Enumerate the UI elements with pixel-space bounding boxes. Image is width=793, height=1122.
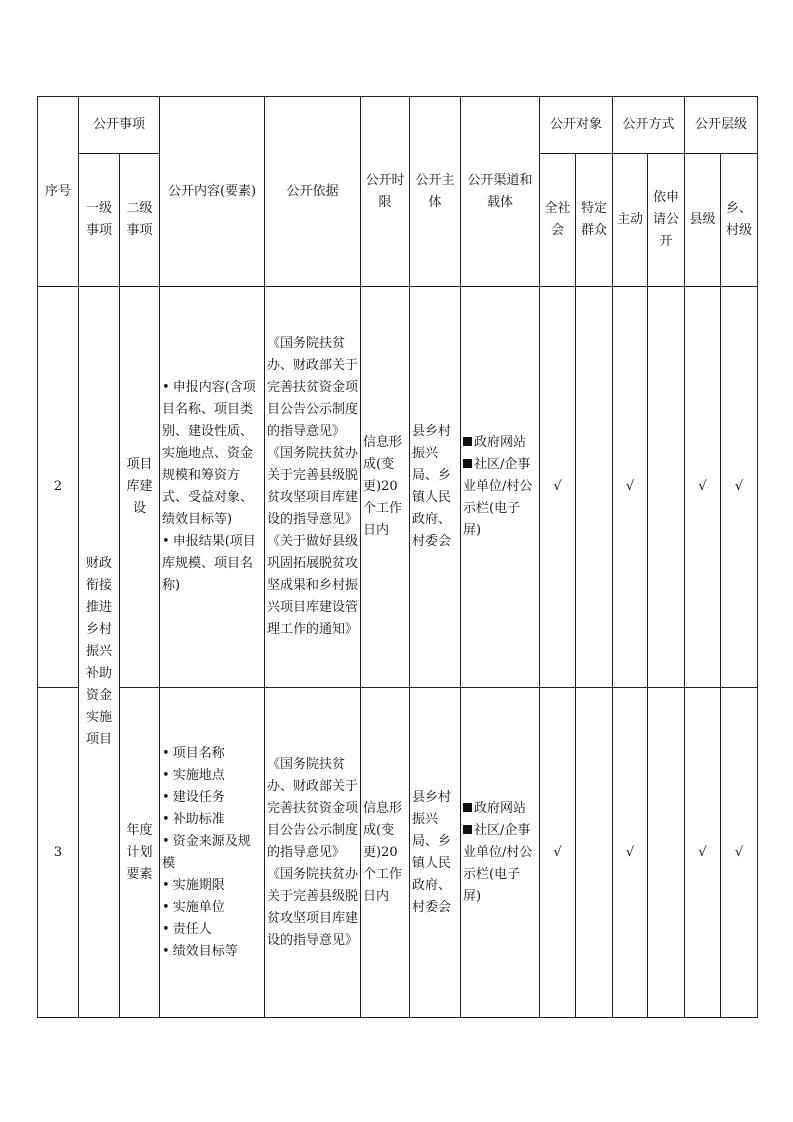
row-subject: 县乡村振兴局、乡镇人民政府、村委会 <box>410 688 461 1018</box>
header-channel: 公开渠道和载体 <box>461 97 540 287</box>
header-m-active: 主动 <box>613 154 648 287</box>
list-item: • 实施单位 <box>162 897 262 919</box>
list-item: • 资金来源及规模 <box>162 831 262 875</box>
square-bullet-icon <box>463 803 472 812</box>
list-item: • 绩效目标等 <box>162 941 262 963</box>
row-time: 信息形成(变更)20个工作日内 <box>361 688 410 1018</box>
header-m-request: 依申请公开 <box>648 154 685 287</box>
square-bullet-icon <box>463 459 472 468</box>
header-content: 公开内容(要素) <box>160 97 265 287</box>
header-level1: 一级事项 <box>79 154 120 287</box>
header-s-county: 县级 <box>685 154 721 287</box>
row-content <box>160 287 265 688</box>
header-audience: 公开对象 <box>540 97 613 154</box>
row-s-county: √ <box>685 688 721 1018</box>
row-aud-all: √ <box>540 688 576 1018</box>
row-level2: 年度计划要素 <box>120 688 160 1018</box>
row-basis: 《国务院扶贫办、财政部关于完善扶贫资金项目公告公示制度的指导意见》《国务院扶贫办关于完善县级脱贫攻坚项目库建设的指导意见》《关于做好县级巩固拓展脱贫攻坚成果和乡村振兴项目库建设管理工作的通知》 <box>265 287 361 688</box>
row-m-active: √ <box>613 287 648 688</box>
square-bullet-icon <box>463 825 472 834</box>
row-time: 信息形成(变更)20个工作日内 <box>361 287 410 688</box>
list-item: • 补助标准 <box>162 809 262 831</box>
row-aud-group <box>576 688 613 1018</box>
list-item: • 建设任务 <box>162 787 262 809</box>
row-aud-all: √ <box>540 287 576 688</box>
list-item: • 实施地点 <box>162 765 262 787</box>
square-bullet-icon <box>463 437 472 446</box>
row-level2: 项目库建设 <box>120 287 160 688</box>
row-subject: 县乡村振兴局、乡镇人民政府、村委会 <box>410 287 461 688</box>
header-time: 公开时限 <box>361 97 410 287</box>
header-scope: 公开层级 <box>685 97 758 154</box>
list-item: • 申报结果(项目库规模、项目名称) <box>162 531 262 597</box>
header-items: 公开事项 <box>79 97 160 154</box>
header-seq: 序号 <box>38 97 79 287</box>
disclosure-table <box>37 96 758 1018</box>
row-level1: 财政衔接推进乡村振兴补助资金实施项目 <box>79 287 120 1018</box>
table-row <box>38 287 758 688</box>
row-channel: 政府网站 社区/企事业单位/村公示栏(电子屏) <box>461 688 540 1018</box>
row-m-request <box>648 287 685 688</box>
header-subject: 公开主体 <box>410 97 461 287</box>
row-s-village: √ <box>721 688 758 1018</box>
list-item: • 实施期限 <box>162 875 262 897</box>
row-m-active: √ <box>613 688 648 1018</box>
row-basis: 《国务院扶贫办、财政部关于完善扶贫资金项目公告公示制度的指导意见》《国务院扶贫办关于完善县级脱贫攻坚项目库建设的指导意见》 <box>265 688 361 1018</box>
row-content <box>160 688 265 1018</box>
header-aud-group: 特定群众 <box>576 154 613 287</box>
header-basis: 公开依据 <box>265 97 361 287</box>
row-s-county: √ <box>685 287 721 688</box>
row-channel: 政府网站 社区/企事业单位/村公示栏(电子屏) <box>461 287 540 688</box>
header-level2: 二级事项 <box>120 154 160 287</box>
table-row <box>38 688 758 1018</box>
row-s-village: √ <box>721 287 758 688</box>
row-aud-group <box>576 287 613 688</box>
row-seq: 2 <box>38 287 79 688</box>
row-m-request <box>648 688 685 1018</box>
row-seq: 3 <box>38 688 79 1018</box>
list-item: • 项目名称 <box>162 743 262 765</box>
list-item: • 申报内容(含项目名称、项目类别、建设性质、实施地点、资金规模和筹资方式、受益对象、绩效目标等) <box>162 377 262 531</box>
header-method: 公开方式 <box>613 97 685 154</box>
header-aud-all: 全社会 <box>540 154 576 287</box>
list-item: • 责任人 <box>162 919 262 941</box>
header-s-village: 乡、村级 <box>721 154 758 287</box>
